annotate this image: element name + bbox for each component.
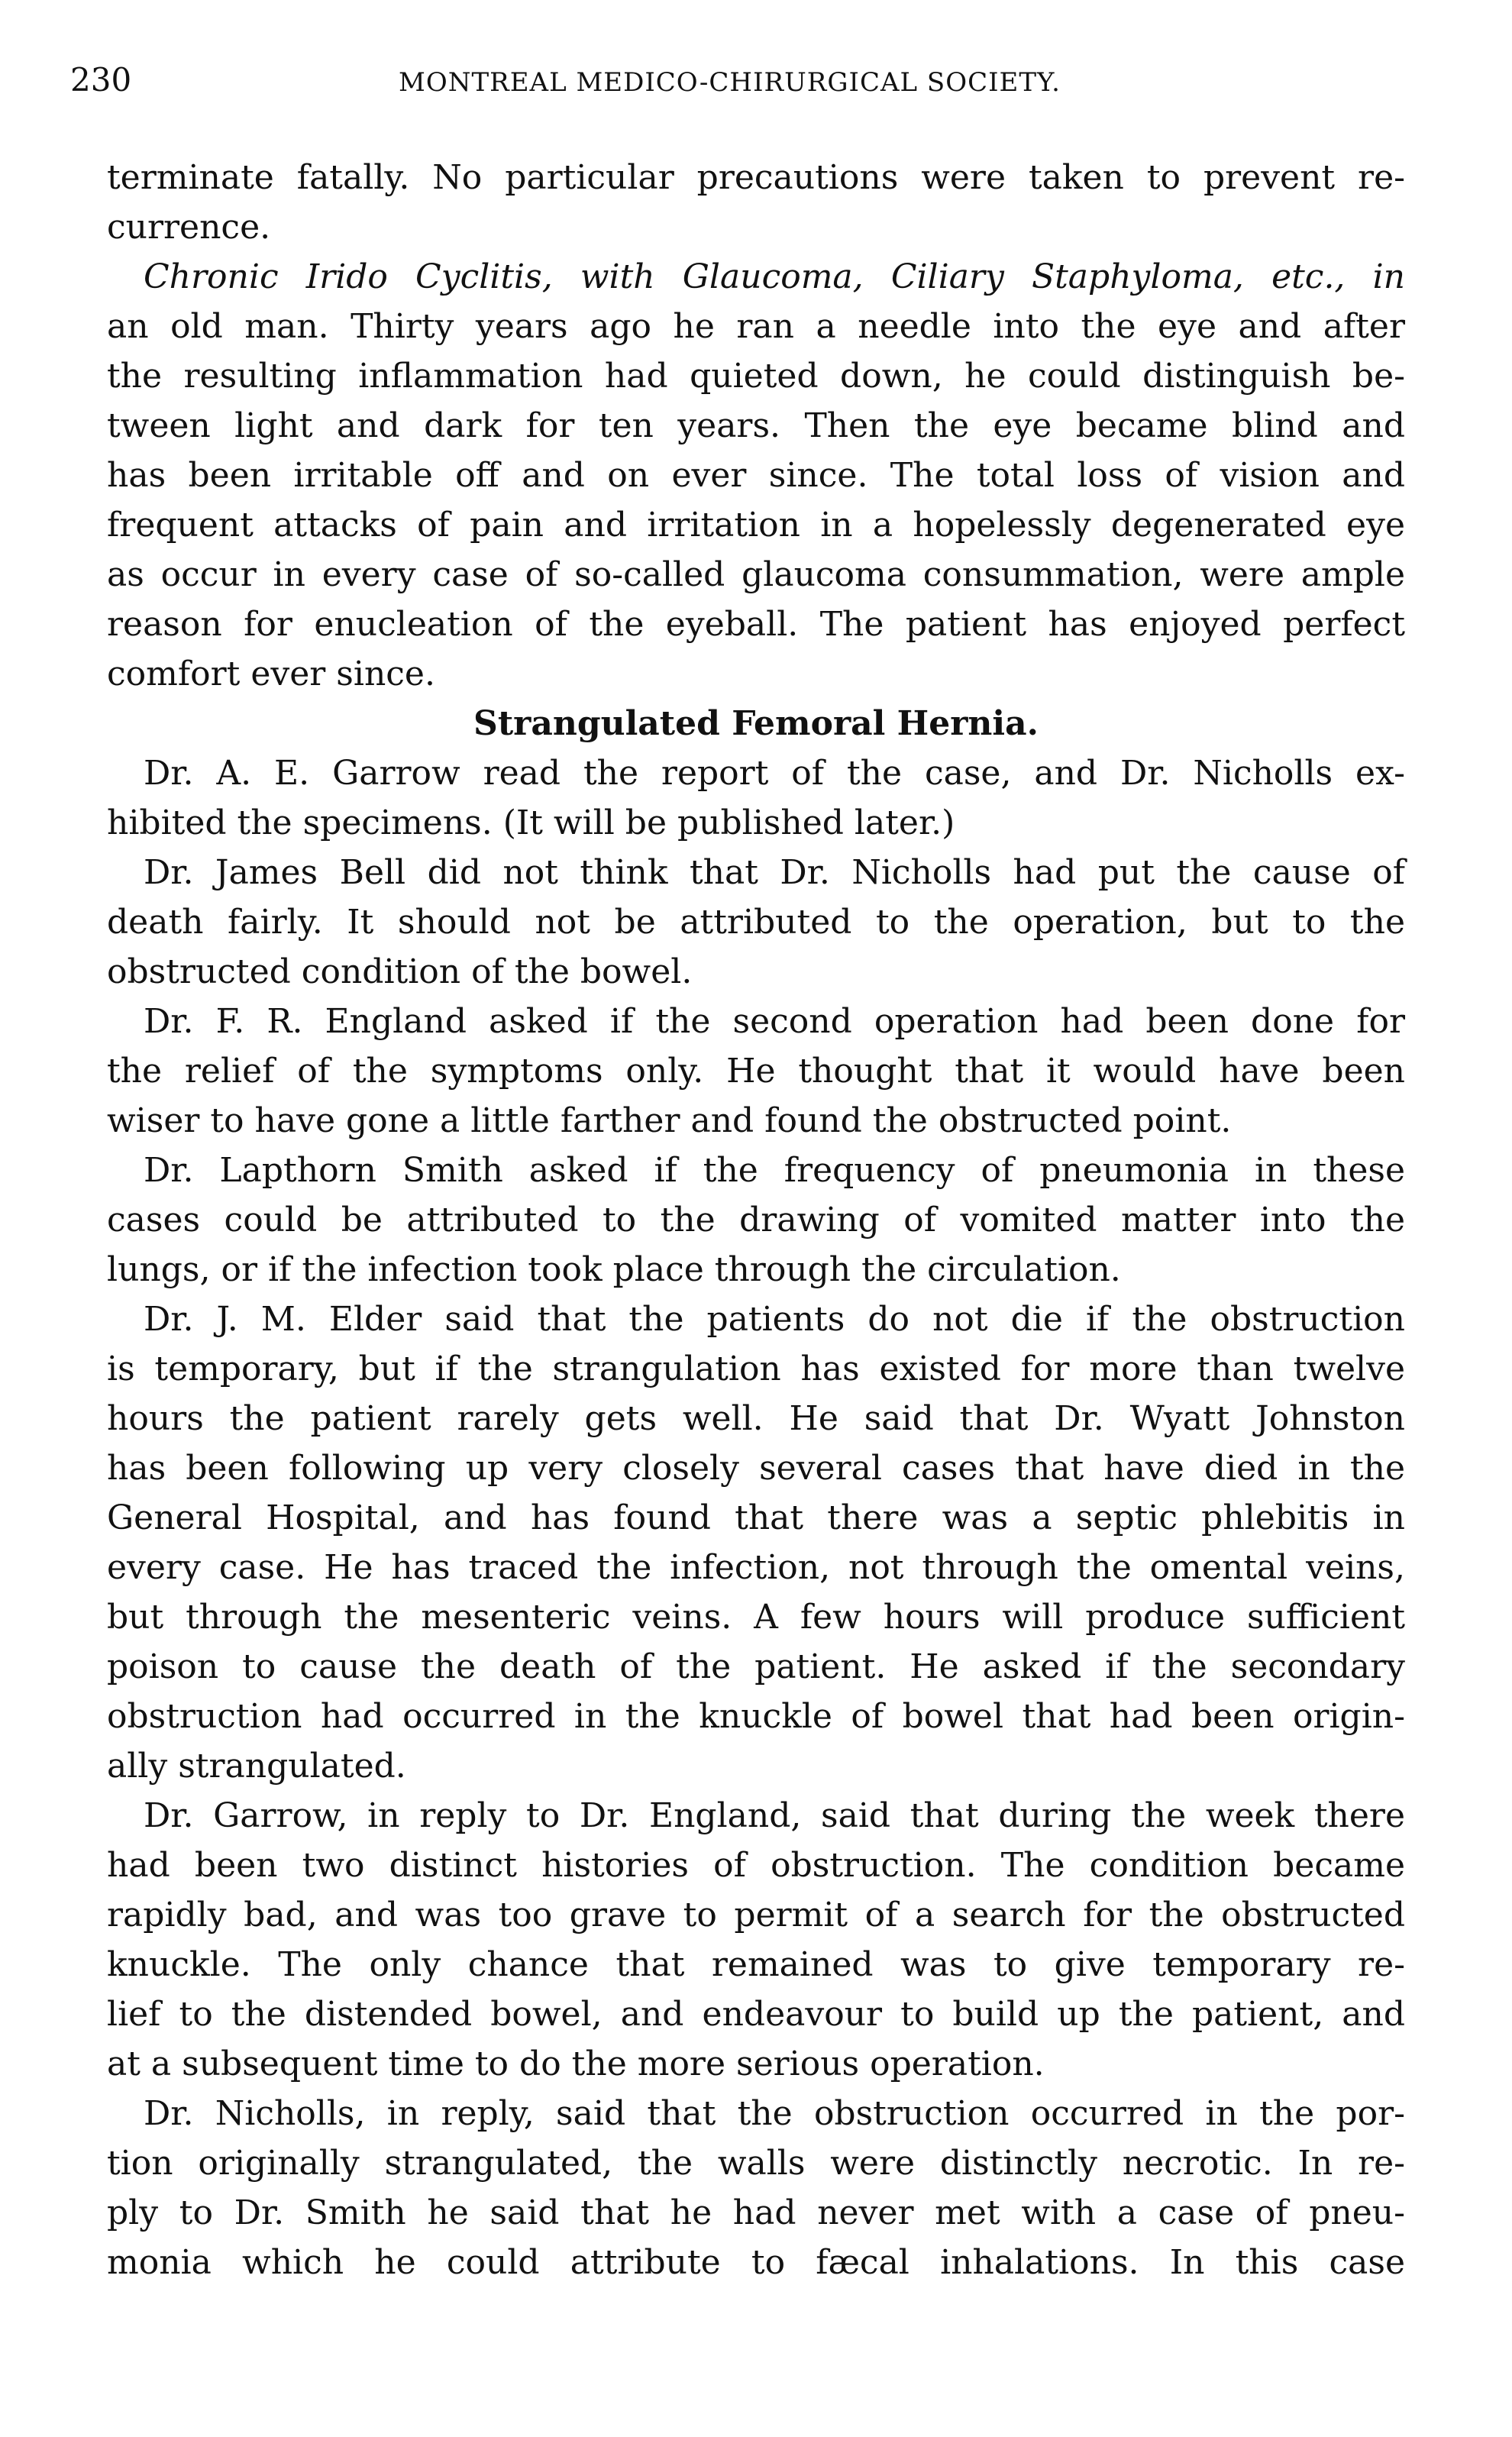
text-line: the relief of the symptoms only. He thought that it would have been — [107, 1052, 1405, 1091]
text-line: lungs, or if the infection took place through the circulation. — [107, 1250, 1121, 1289]
text-line: wiser to have gone a little farther and found the obstructed point. — [107, 1101, 1232, 1140]
text-line: cases could be attributed to the drawing of vomited matter into the — [107, 1201, 1405, 1240]
text-line: comfort ever since. — [107, 654, 435, 693]
text-line: tween light and dark for ten years. Then the eye became blind and — [107, 406, 1405, 445]
text-line: currence. — [107, 208, 271, 247]
text-line: Dr. Garrow, in reply to Dr. England, said that during the week there — [144, 1796, 1405, 1835]
text-line: obstructed condition of the bowel. — [107, 952, 693, 991]
text-line: Dr. James Bell did not think that Dr. Nicholls had put the cause of — [144, 853, 1405, 892]
text-line: rapidly bad, and was too grave to permit of a search for the obstructed — [107, 1896, 1405, 1934]
text-line: hibited the specimens. (It will be published later.) — [107, 803, 955, 842]
text-line: hours the patient rarely gets well. He said that Dr. Wyatt Johnston — [107, 1399, 1405, 1438]
text-line: terminate fatally. No particular precautions were taken to prevent re- — [107, 158, 1405, 197]
text-line: obstruction had occurred in the knuckle of bowel that had been origin- — [107, 1697, 1405, 1736]
text-line: ply to Dr. Smith he said that he had never met with a case of pneu- — [107, 2193, 1405, 2232]
text-line: is temporary, but if the strangulation has existed for more than twelve — [107, 1349, 1405, 1388]
text-line: monia which he could attribute to fæcal inhalations. In this case — [107, 2243, 1405, 2282]
text-line: Dr. F. R. England asked if the second operation had been done for — [144, 1002, 1405, 1041]
text-line: tion originally strangulated, the walls were distinctly necrotic. In re- — [107, 2144, 1405, 2183]
running-title: MONTREAL MEDICO-CHIRURGICAL SOCIETY. — [399, 67, 1061, 98]
text-line: lief to the distended bowel, and endeavour to build up the patient, and — [107, 1995, 1405, 2034]
text-line: Chronic Irido Cyclitis, with Glaucoma, Ciliary Staphyloma, etc., in — [144, 257, 1405, 296]
text-line: the resulting inflammation had quieted down, he could distinguish be- — [107, 357, 1405, 396]
text-line: reason for enucleation of the eyeball. The patient has enjoyed perfect — [107, 605, 1405, 644]
text-line: Dr. J. M. Elder said that the patients do not die if the obstruction — [144, 1300, 1405, 1339]
text-line: poison to cause the death of the patient. He asked if the secondary — [107, 1647, 1405, 1686]
text-line: has been irritable off and on ever since. The total loss of vision and — [107, 456, 1405, 495]
text-line: every case. He has traced the infection, not through the omental veins, — [107, 1548, 1405, 1587]
text-line: Dr. A. E. Garrow read the report of the case, and Dr. Nicholls ex- — [144, 754, 1405, 793]
page-header — [70, 53, 1422, 115]
text-line: ally strangulated. — [107, 1747, 406, 1786]
body-text — [107, 153, 1405, 2287]
text-line: frequent attacks of pain and irritation in a hopelessly degenerated eye — [107, 506, 1405, 545]
section-heading: Strangulated Femoral Hernia. — [473, 704, 1039, 743]
text-line: but through the mesenteric veins. A few hours will produce sufficient — [107, 1598, 1405, 1637]
page-number: 230 — [70, 61, 132, 99]
text-line: General Hospital, and has found that there was a septic phlebitis in — [107, 1498, 1405, 1537]
text-line: Dr. Lapthorn Smith asked if the frequency of pneumonia in these — [144, 1151, 1405, 1190]
text-line: an old man. Thirty years ago he ran a needle into the eye and after — [107, 307, 1405, 346]
text-line: had been two distinct histories of obstruction. The condition became — [107, 1846, 1405, 1885]
text-line: death fairly. It should not be attributed to the operation, but to the — [107, 903, 1405, 942]
text-line: Dr. Nicholls, in reply, said that the obstruction occurred in the por- — [144, 2094, 1405, 2133]
text-line: at a subsequent time to do the more serious operation. — [107, 2044, 1045, 2083]
text-line: knuckle. The only chance that remained was to give temporary re- — [107, 1945, 1405, 1984]
text-line: has been following up very closely several cases that have died in the — [107, 1449, 1405, 1488]
text-line: as occur in every case of so-called glaucoma consummation, were ample — [107, 555, 1405, 594]
